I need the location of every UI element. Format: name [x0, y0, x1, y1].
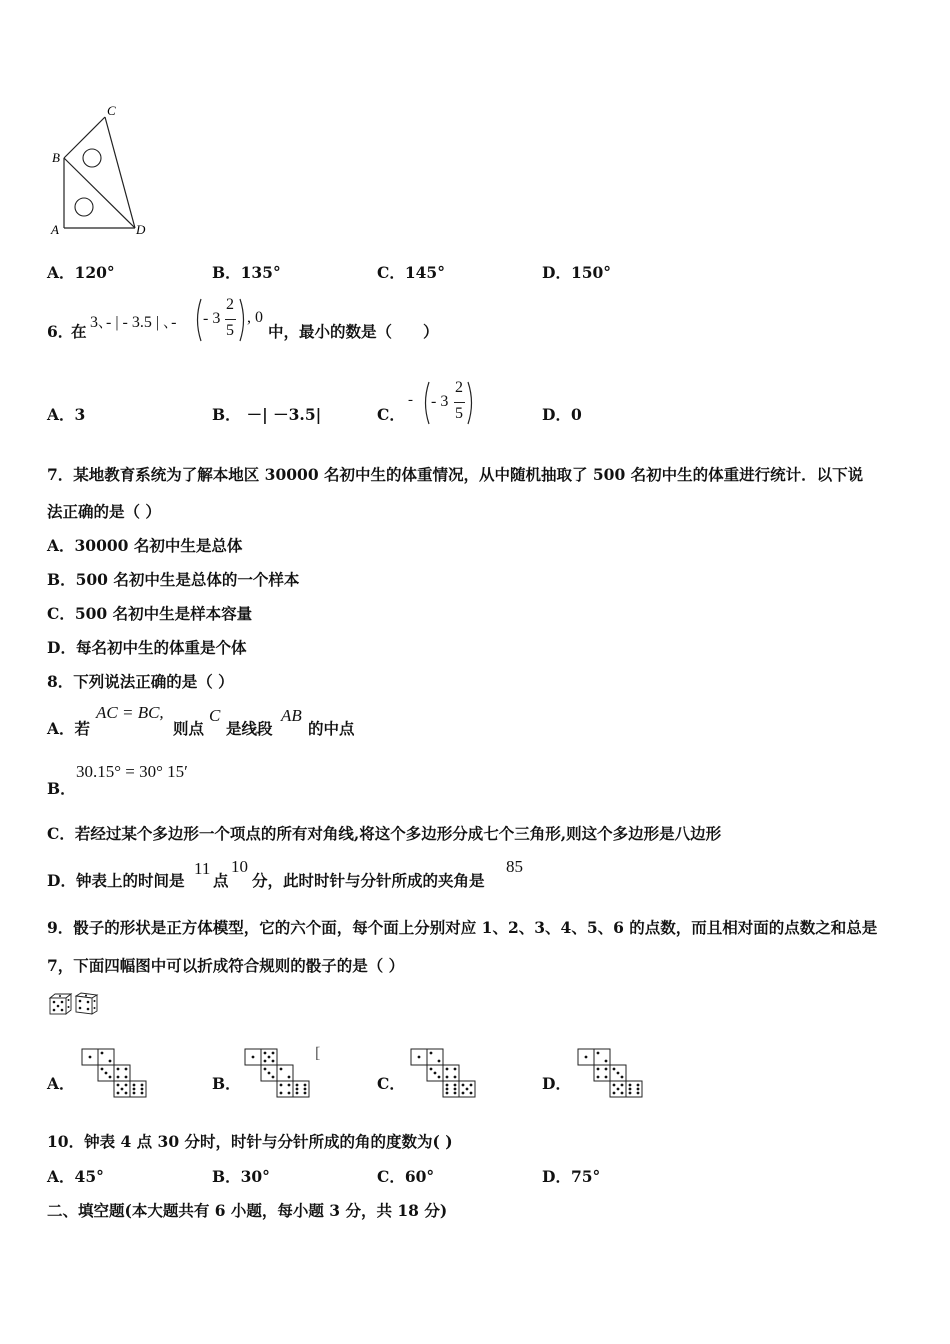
q6-number: 6．: [47, 322, 74, 341]
q10-option-b-letter: B．: [212, 1167, 241, 1186]
q6-option-b-text: －| －3.5|: [246, 405, 322, 424]
q7-stem-line1: 7．某地教育系统为了解本地区 30000 名初中生的体重情况，从中随机抽取了 500 名初中生的体重进行统计．以下说: [47, 465, 864, 484]
lower-circle: [75, 198, 93, 216]
q6-mixed-negative: - 3: [203, 310, 221, 327]
q8-option-a-mid: 则点: [173, 719, 205, 738]
q10-option-d[interactable]: [542, 1165, 600, 1187]
q10-option-a-text: 45°: [74, 1167, 104, 1186]
q8-option-a-tail: 的中点: [308, 719, 355, 738]
q6-option-c-letter[interactable]: C．: [377, 405, 405, 424]
q6-frac-numerator: 2: [226, 296, 234, 313]
q10-option-c-text: 60°: [404, 1167, 435, 1186]
q5-option-b-letter: B．: [212, 263, 241, 282]
q8-option-d-hour: 11: [194, 859, 211, 878]
q5-option-a-text: 120°: [74, 263, 115, 282]
q7-option-c[interactable]: C．500 名初中生是样本容量: [47, 604, 253, 623]
q6-option-a-text: 3: [74, 405, 86, 424]
q5-option-a[interactable]: [47, 261, 115, 283]
q10-option-d-letter: D．: [542, 1167, 571, 1186]
q6-option-c-mixed-negative: - 3: [431, 393, 449, 410]
segment-cd: [105, 117, 135, 228]
q8-option-a[interactable]: [47, 717, 90, 739]
q8-option-d-prefix[interactable]: D．钟表上的时间是: [47, 871, 185, 890]
q5-option-d[interactable]: [542, 261, 611, 283]
q8-option-a-math3: AB: [281, 706, 302, 725]
q5-option-b[interactable]: [212, 261, 281, 283]
q6-option-c-outer-negative: -: [408, 392, 413, 408]
q8-option-a-mid2: 是线段: [226, 719, 273, 738]
q6-frac-denominator: 5: [226, 322, 234, 339]
q10-stem: 10．钟表 4 点 30 分时，时针与分针所成的角的度数为( ): [47, 1132, 453, 1151]
q10-option-a-letter: A．: [47, 1167, 75, 1186]
q8-option-a-math2: C: [209, 706, 221, 725]
q6-option-d-letter: D．: [542, 405, 571, 424]
q8-option-d-minute: 10: [231, 857, 248, 876]
q8-option-b[interactable]: [47, 777, 76, 799]
q6-option-d[interactable]: [542, 403, 582, 425]
q6-expression-tail: , 0: [247, 309, 263, 326]
q8-option-d-angle: 85: [506, 857, 523, 876]
q6-option-c-left-paren: [421, 380, 431, 426]
q9-net-a: [81, 1048, 149, 1098]
q7-option-d[interactable]: D．每名初中生的体重是个体: [47, 638, 247, 657]
q6-suffix: 中，最小的数是（ ）: [268, 322, 439, 341]
q9-net-b: [244, 1048, 312, 1098]
q6-option-d-text: 0: [570, 405, 582, 424]
label-c: C: [107, 103, 116, 118]
q6-option-a[interactable]: [47, 403, 85, 425]
q8-option-d-mid2: 分，此时时针与分针所成的夹角是: [252, 871, 485, 890]
q8-option-d-mid: 点: [213, 871, 229, 890]
q5-option-d-text: 150°: [570, 263, 612, 282]
q10-option-b-text: 30°: [240, 1167, 270, 1186]
q10-option-d-text: 75°: [570, 1167, 601, 1186]
q5-option-a-letter: A．: [47, 263, 75, 282]
q9-option-b[interactable]: B．: [212, 1074, 241, 1093]
q5-option-c-text: 145°: [404, 263, 445, 282]
q6-option-a-letter: A．: [47, 405, 75, 424]
label-d: D: [136, 222, 146, 237]
label-b: B: [52, 150, 60, 165]
die-right: [76, 993, 97, 1014]
q5-triangle-figure: [48, 100, 158, 240]
q9-net-d: [577, 1048, 645, 1098]
q8-option-b-letter: B．: [47, 779, 76, 798]
q7-option-b[interactable]: B．500 名初中生是总体的一个样本: [47, 570, 300, 589]
q8-option-a-letter: A．若: [47, 719, 91, 738]
q10-option-a[interactable]: [47, 1165, 104, 1187]
q6-expression-head: 3､- | - 3.5 | ､-: [90, 314, 177, 331]
q8-stem: 8．下列说法正确的是（ ）: [47, 672, 234, 691]
q5-option-b-text: 135°: [240, 263, 281, 282]
q9-stem-line2: 7，下面四幅图中可以折成符合规则的骰子的是（ ）: [47, 956, 405, 975]
q6-option-c-frac-bar: [454, 402, 465, 403]
q9-stray-bracket: [: [315, 1045, 321, 1062]
q5-option-c-letter: C．: [377, 263, 405, 282]
q9-net-c: [410, 1048, 478, 1098]
label-a: A: [51, 222, 59, 237]
q6-option-c-denominator: 5: [455, 405, 463, 422]
q6-left-paren: [193, 297, 203, 343]
q8-option-c[interactable]: C．若经过某个多边形一个项点的所有对角线,将这个多边形分成七个三角形,则这个多边形是八边形: [47, 824, 722, 843]
q6-frac-bar: [225, 319, 236, 320]
q6-option-b-letter: B．: [212, 405, 241, 424]
q10-option-c[interactable]: [377, 1165, 434, 1187]
q6-prefix: 在: [71, 322, 87, 341]
q9-option-a[interactable]: A．: [47, 1074, 75, 1093]
q8-option-b-math: 30.15° = 30° 15′: [76, 762, 188, 781]
q7-option-a[interactable]: A．30000 名初中生是总体: [47, 536, 243, 555]
q9-option-c[interactable]: C．: [377, 1074, 405, 1093]
q6-option-c-right-paren: [466, 380, 476, 426]
die-left: [50, 994, 71, 1014]
q6-option-b[interactable]: [212, 403, 321, 425]
segment-bd: [64, 158, 135, 228]
q9-stem-line1: 9．骰子的形状是正方体模型，它的六个面，每个面上分别对应 1、2、3、4、5、6 的点数，而且相对面的点数之和总是: [47, 918, 878, 937]
q5-option-d-letter: D．: [542, 263, 571, 282]
q5-option-c[interactable]: [377, 261, 445, 283]
q8-option-a-math1: AC = BC,: [96, 703, 164, 722]
q9-option-d[interactable]: D．: [542, 1074, 571, 1093]
q7-stem-line2: 法正确的是（ ）: [47, 502, 161, 521]
q6-option-c-numerator: 2: [455, 379, 463, 396]
upper-circle: [83, 149, 101, 167]
q10-option-c-letter: C．: [377, 1167, 405, 1186]
dice-illustration: [48, 992, 100, 1018]
q10-option-b[interactable]: [212, 1165, 270, 1187]
section-2-title: 二、填空题(本大题共有 6 小题，每小题 3 分，共 18 分): [47, 1201, 448, 1220]
